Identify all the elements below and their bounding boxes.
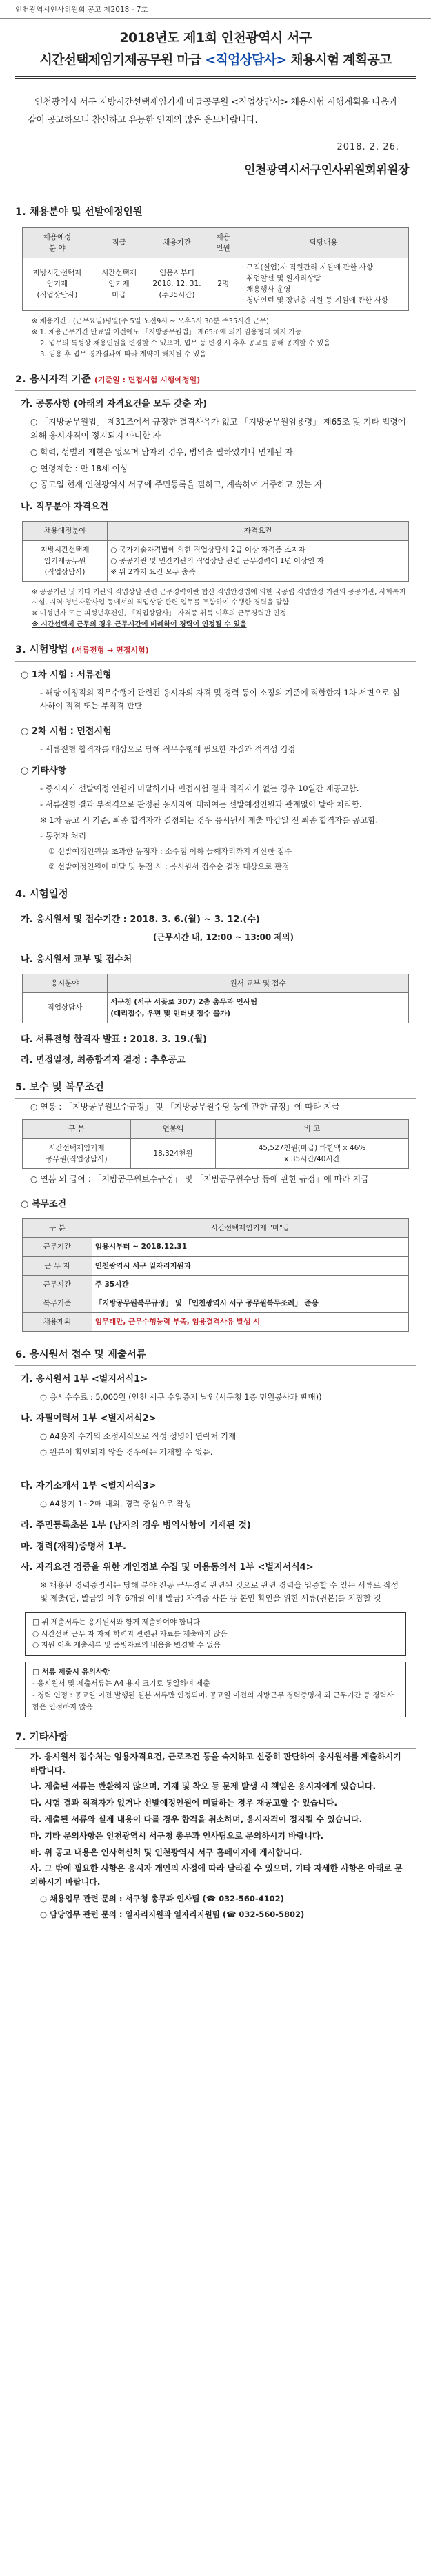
note-line: ※ 미성년자 또는 피성년후견인, 「직업상담사」 자격증 취득 이후의 근무경력만 인정	[32, 610, 287, 618]
doc-item: 사. 자격요건 검증을 위한 개인정보 수집 및 이용동의서 1부 <별지서식4>	[21, 1562, 314, 1573]
table-header: 응시분야	[23, 974, 108, 992]
schedule-interview: 라. 면접일정, 최종합격자 결정 : 추후공고	[21, 1054, 186, 1065]
intro-paragraph: 인천광역시 서구 지방시간선택제임기제 마급공무원 <직업상담사> 채용시험 시행계획을 다음과 같이 공고하오니 참신하고 유능한 인재의 많은 응모바랍니다.	[28, 97, 398, 126]
table-header: 자격요건	[108, 522, 409, 540]
table-cell: 지방시간선택제 임기제공무원 (직업상담사)	[23, 540, 108, 582]
box-line: - 응시원서 및 제출서류는 A4 용지 크기로 통일하여 제출	[32, 1679, 210, 1688]
section-2-tag: (기준일 : 면접시험 시행예정일)	[94, 375, 201, 385]
salary-table	[22, 1119, 409, 1169]
misc-item: 라. 제출된 서류와 실제 내용이 다를 경우 합격을 취소하며, 응시자격이 정지될 수 있습니다.	[30, 1815, 363, 1825]
table-cell: 서구청 (서구 서곶로 307) 2층 총무과 인사팀 (대리접수, 우편 및 인터넷 접수 불가)	[108, 993, 409, 1023]
eligibility-item: ○ 학력, 성별의 제한은 없으며 남자의 경우, 병역을 필하였거나 면제된 자	[30, 447, 293, 457]
doc-item: 가. 응시원서 1부 <별지서식1>	[21, 1374, 148, 1385]
table-header: 구 분	[23, 1219, 92, 1238]
section-3-heading	[15, 640, 416, 661]
allowance-note: ○ 연봉 외 급여 : 「지방공무원보수규정」 및 「지방공무원수당 등에 관한 규정」에 따라 지급	[30, 1174, 369, 1185]
submission-table-wrap	[15, 970, 416, 1026]
table-header: 시간선택제임기제 "마"급	[92, 1219, 408, 1238]
eligibility-item: ○ 「지방공무원법」 제31조에서 규정한 결격사유가 없고 「지방공무원임용령」 제65조 및 기타 법령에 의해 응시자격이 정지되지 아니한 자	[30, 417, 406, 441]
table-cell: 채용제외	[23, 1313, 92, 1331]
section-1-notes	[15, 314, 416, 360]
section-2-ga: 가. 공통사항 (아래의 자격요건을 모두 갖춘 자)	[21, 399, 208, 410]
table-header: 비 고	[215, 1120, 408, 1138]
schedule-document-result: 다. 서류전형 합격자 발표 : 2018. 3. 19.(월)	[21, 1034, 207, 1045]
box-line: □ 서류 제출시 유의사항	[32, 1668, 110, 1677]
section-7-heading: 7. 기타사항	[15, 1727, 416, 1748]
exam-note: - 동점자 처리	[40, 831, 87, 841]
note-line: ※ 채용기간 : (근무요일)평일(주 5일 오전9시 ~ 오후5시 30분 주35시간 근무)	[32, 317, 269, 325]
eligibility-item: ○ 연령제한 : 만 18세 이상	[30, 463, 128, 473]
issuing-organization: 인천광역시서구인사위원회위원장	[244, 163, 409, 178]
schedule-application: 가. 응시원서 및 접수기간 : 2018. 3. 6.(월) ~ 3. 12.(수)	[21, 914, 260, 925]
section-4-heading: 4. 시험일정	[15, 884, 416, 906]
table-cell: 주 35시간	[92, 1275, 408, 1294]
work-table-wrap	[15, 1214, 416, 1335]
exam-note: ※ 1차 공고 시 기준, 최종 합격자가 결정되는 경우 응시원서 제출 마감일 전 최종 합격자를 공고함.	[40, 815, 379, 826]
table-cell: 근무기간	[23, 1238, 92, 1256]
contact-line: ○ 담당업무 관련 문의 : 일자리지원과 일자리지원팀 (☎ 032-560-5802)	[40, 1909, 305, 1919]
exam-step-2-desc: - 서류전형 합격자를 대상으로 당해 직무수행에 필요한 자질과 적격성 검정	[40, 744, 296, 755]
box-line: ○ 시간선택 근무 자 자체 학력과 관련된 자료를 제출하지 않음	[32, 1629, 228, 1638]
note-line: ※ 1. 채용근무기간 만료일 이전에도 「지방공무원법」 제65조에 의거 임용형태 해지 가능	[32, 328, 302, 336]
doc-detail: ○ A4용지 수기의 소정서식으로 작성 성명에 연락처 기재	[40, 1431, 237, 1442]
salary-intro: ○ 연봉 : 「지방공무원보수규정」 및 「지방공무원수당 등에 관한 규정」에 따라 지급	[30, 1101, 340, 1112]
section-2-notes	[15, 584, 416, 630]
exam-step-3: ○ 기타사항	[21, 766, 67, 777]
table-cell: 45,527천원(마급) 하한액 x 46% x 35시간/40시간	[215, 1138, 408, 1169]
announcement-number: 인천광역시인사위원회 공고 제2018 - 7호	[0, 0, 431, 19]
table-cell: 「지방공무원복무규정」 및 「인천광역시 서구 공무원복무조례」 준용	[92, 1294, 408, 1313]
box-line: □ 위 제출서류는 응시원서와 함께 제출하여야 합니다.	[32, 1617, 203, 1626]
recruitment-table-wrap	[15, 223, 416, 314]
misc-item: 마. 기타 문의사항은 인천광역시 서구청 총무과 인사팀으로 문의하시기 바랍니다.	[30, 1830, 324, 1841]
doc-detail: ○ 원본이 확인되지 않을 경우에는 기재할 수 없음.	[40, 1447, 213, 1458]
table-cell: ○ 국가기술자격법에 의한 직업상담사 2급 이상 자격증 소지자 ○ 공공기관 및 민간기관의 직업상담 관련 근무경력이 1년 이상인 자 ※ 위 2가지 요건 모두 충족	[108, 540, 409, 582]
table-cell: 임용시부터 2018. 12. 31. (주35시간)	[146, 258, 208, 310]
note-line: 3. 임용 후 업무 평가결과에 따라 계약이 해지될 수 있음	[40, 350, 207, 358]
qualification-table-wrap	[15, 517, 416, 584]
misc-item: 바. 위 공고 내용은 인사혁신처 및 인천광역시 서구 홈페이지에 게시합니다.	[30, 1847, 303, 1857]
doc-detail: ※ 채용된 경력증명서는 당해 분야 전공 근무경력 관련된 것으로 관련 경력을 입증할 수 있는 서류로 작성 및 제출(단, 발급일 이후 6개월 이내 발급) 자격증 사본 등 본인 확인을 위한 서류(원본)를 지참할 것	[40, 1580, 399, 1603]
title-block	[15, 19, 416, 85]
table-cell: · 구직(실업)자 직원관리 지원에 관한 사항 · 취업알선 및 일자리상담 · 채용행사 운영 · 청년인턴 및 장년층 지원 등 지원에 관한 사항	[239, 258, 408, 310]
section-2-title: 2. 응시자격 기준	[15, 374, 91, 385]
title-line-1: 2018년도 제1회 인천광역시 서구	[119, 30, 312, 46]
section-1-heading: 1. 채용분야 및 선발예정인원	[15, 202, 416, 223]
exam-step-1: ○ 1차 시험 : 서류전형	[21, 669, 112, 680]
salary-table-wrap	[15, 1115, 416, 1172]
exam-note: ② 선발예정인원에 미달 및 동점 시 : 응시원서 접수순 결정 대상으로 판정	[48, 862, 290, 872]
table-header: 채용예정분야	[23, 522, 108, 540]
doc-item: 다. 자기소개서 1부 <별지서식3>	[21, 1481, 157, 1492]
doc-box-note	[25, 1612, 406, 1656]
misc-item: 사. 그 밖에 필요한 사항은 응시자 개인의 사정에 따라 달라질 수 있으며, 기타 자세한 사항은 아래로 문의하시기 바랍니다.	[30, 1863, 403, 1888]
section-6-heading: 6. 응시원서 접수 및 제출서류	[15, 1345, 416, 1366]
title-line-2-a: 시간선택제임기제공무원 마급	[39, 52, 201, 68]
note-line: ※ 시간선택제 근무의 경우 근무시간에 비례하여 경력이 인정될 수 있음	[32, 621, 247, 629]
doc-item: 마. 경력(재직)증명서 1부.	[21, 1541, 126, 1552]
table-cell: 2명	[208, 258, 239, 310]
exam-note: - 서류전형 결과 부적격으로 판정된 응시자에 대하여는 선발예정인원과 관계없이 탈락 처리함.	[40, 799, 362, 810]
title-line-2-b: 채용시험 계획공고	[290, 52, 392, 68]
table-header: 원서 교부 및 접수	[108, 974, 409, 992]
exam-note: ① 선발예정인원을 초과한 동점자 : 소수점 이하 둘째자리까지 계산한 점수	[48, 847, 292, 857]
exam-note: - 증시자가 선발예정 인원에 미달하거나 면접시험 결과 적격자가 없는 경우 10일간 재공고함.	[40, 784, 359, 794]
table-header: 담당내용	[239, 228, 408, 258]
table-cell: 인천광역시 서구 일자리지원과	[92, 1256, 408, 1275]
section-3-tag: (서류전형 → 면접시험)	[71, 646, 149, 655]
note-line: 2. 업무의 특성상 채용인원을 변경할 수 있으며, 업무 등 변경 시 추후 공고를 통해 공지할 수 있음	[40, 339, 330, 347]
announcement-date: 2018. 2. 26.	[337, 142, 399, 153]
box-line: ○ 지원 이후 제출서류 및 증빙자료의 내용을 변경할 수 없음	[32, 1641, 221, 1650]
submission-table	[22, 974, 409, 1023]
section-2-na: 나. 직무분야 자격요건	[21, 502, 109, 513]
recruitment-table	[22, 227, 409, 311]
doc-item: 나. 자필이력서 1부 <별지서식2>	[21, 1413, 157, 1424]
table-header: 직급	[92, 228, 146, 258]
doc-caution-note	[25, 1662, 406, 1717]
title-line-2	[15, 50, 416, 70]
exam-step-2: ○ 2차 시험 : 면접시험	[21, 726, 112, 737]
section-2-heading	[15, 369, 416, 391]
title-accent: <직업상담사>	[205, 52, 287, 68]
section-3-title: 3. 시험방법	[15, 644, 68, 656]
doc-detail: ○ A4용지 1~2매 내외, 경력 중심으로 작성	[40, 1499, 192, 1509]
table-header: 구 분	[23, 1120, 131, 1138]
title-rule	[15, 76, 416, 79]
work-conditions-heading: ○ 복무조건	[21, 1198, 67, 1209]
table-cell: 지방시간선택제 임기제 (직업상담사)	[23, 258, 92, 310]
doc-item: 라. 주민등록초본 1부 (남자의 경우 병역사항이 기재된 것)	[21, 1520, 251, 1531]
table-cell: 18,324천원	[130, 1138, 215, 1169]
eligibility-item: ○ 공고일 현재 인천광역시 서구에 주민등록을 필하고, 계속하여 거주하고 있는 자	[30, 480, 323, 490]
schedule-submission-place: 나. 응시원서 교부 및 접수처	[21, 954, 132, 965]
section-5-heading: 5. 보수 및 복무조건	[15, 1077, 416, 1098]
box-line: - 경력 인정 : 공고일 이전 발행된 원본 서류만 인정되며, 공고일 이전의 지방근무 경력증명서 외 근무기간 등 경력사항은 인정하지 않음	[32, 1690, 394, 1711]
table-cell: 근 무 지	[23, 1256, 92, 1275]
table-cell: 시간선택제임기제 공무원(직업상담사)	[23, 1138, 131, 1169]
table-cell: 근무시간	[23, 1275, 92, 1294]
table-cell: 직업상담사	[23, 993, 108, 1023]
misc-item: 가. 응시원서 접수처는 임용자격요건, 근로조건 등을 숙지하고 신중히 판단하여 응시원서를 제출하시기 바랍니다.	[30, 1751, 401, 1775]
table-header: 채용기간	[146, 228, 208, 258]
contact-line: ○ 채용업무 관련 문의 : 서구청 총무과 인사팀 (☎ 032-560-4102)	[40, 1894, 284, 1903]
doc-detail: ○ 응시수수료 : 5,000원 (인천 서구 수입증지 납인(서구청 1층 민원봉사과 판매))	[40, 1392, 322, 1402]
table-header: 연봉액	[130, 1120, 215, 1138]
schedule-application-hours: (근무시간 내, 12:00 ~ 13:00 제외)	[153, 932, 294, 943]
qualification-table	[22, 521, 409, 582]
table-cell: 임용시부터 ~ 2018.12.31	[92, 1238, 408, 1256]
table-header: 채용예정 분 야	[23, 228, 92, 258]
table-cell: 임무태만, 근무수행능력 부족, 임용결격사유 발생 시	[92, 1313, 408, 1331]
misc-item: 나. 제출된 서류는 반환하지 않으며, 기재 및 착오 등 문제 발생 시 책임은 응시자에게 있습니다.	[30, 1781, 377, 1792]
exam-step-1-desc: - 해당 예정직의 직무수행에 관련된 응시자의 자격 및 경력 등이 소정의 기준에 적합한지 1차 서면으로 심사하여 적격 또는 부적격 판단	[40, 688, 400, 711]
misc-item: 다. 시험 결과 적격자가 없거나 선발예정인원에 미달하는 경우 재공고할 수 있습니다.	[30, 1798, 338, 1808]
table-header: 채용 인원	[208, 228, 239, 258]
table-cell: 복무기준	[23, 1294, 92, 1313]
work-table	[22, 1218, 409, 1332]
note-line: ※ 공공기관 및 기타 기관의 직업상담 관련 근무경력이란 합산 직업안정법에 의한 국공립 직업안정 기관의 공공기관, 사회복지시설, 지역·청년자활사업 등에서의 직업상담 관련 업무를 포함하여 수행한 경력을 말함.	[32, 589, 406, 607]
table-cell: 시간선택제 임기제 마급	[92, 258, 146, 310]
